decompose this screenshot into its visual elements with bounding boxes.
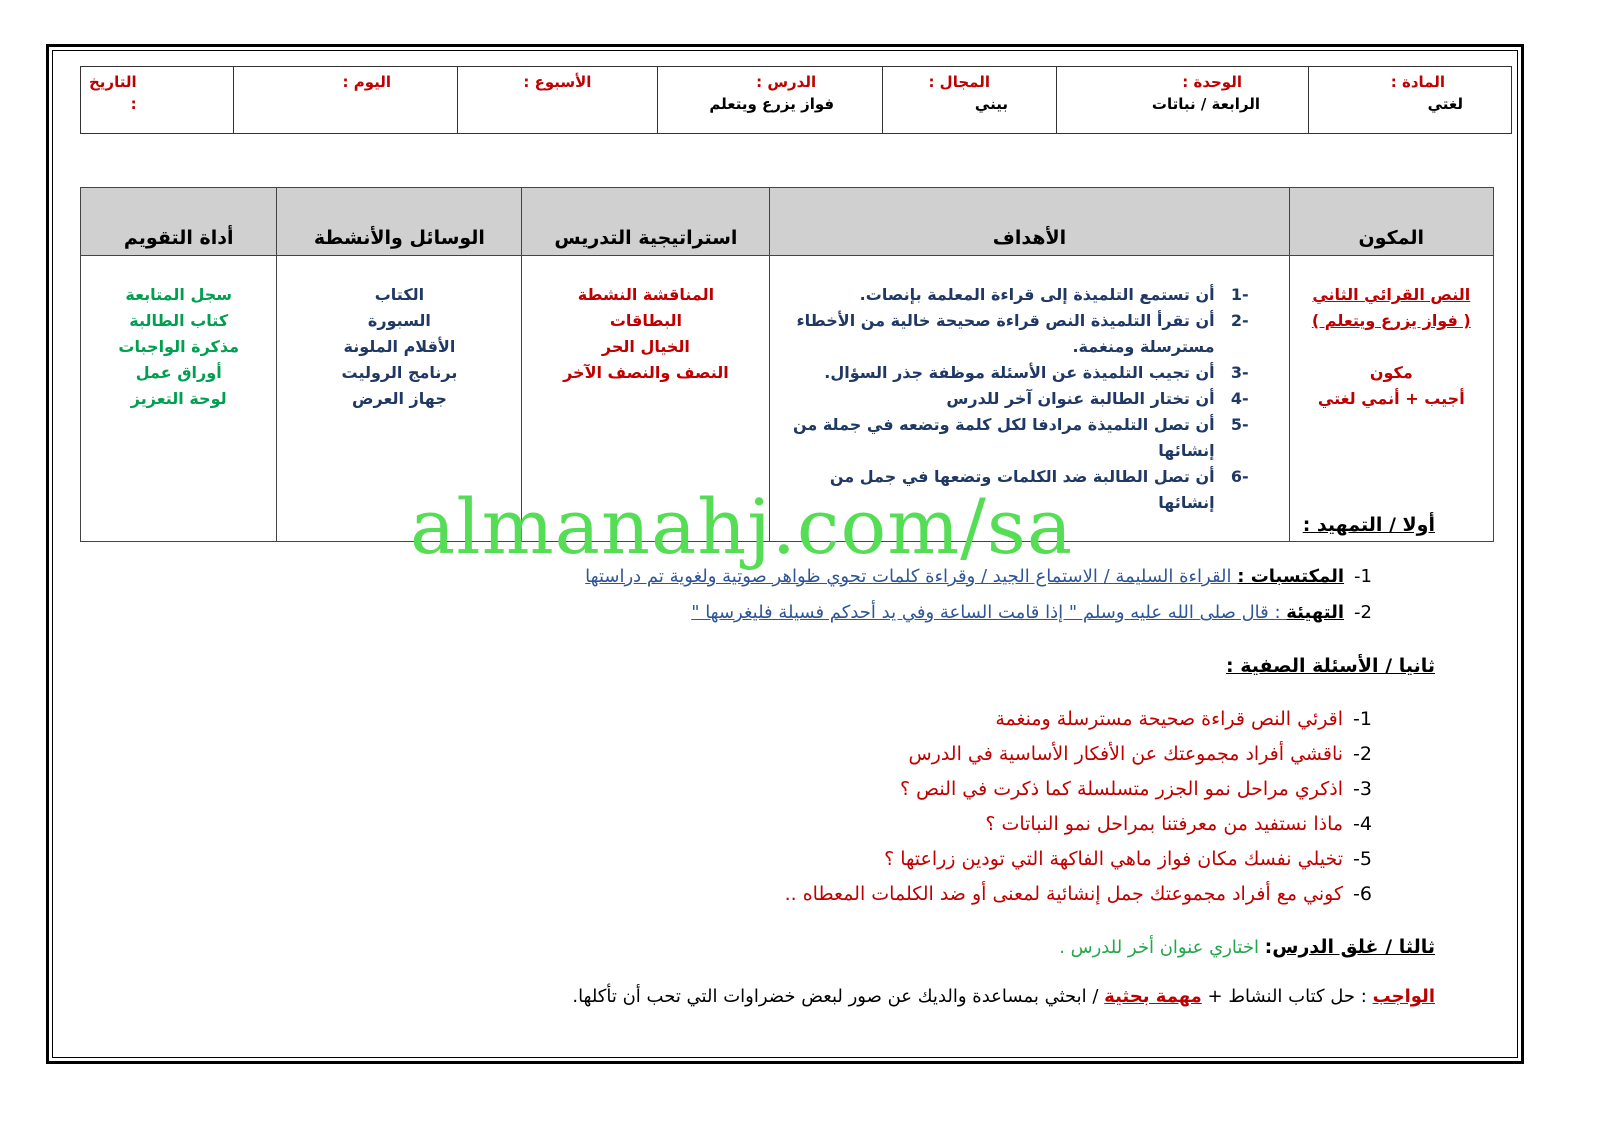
question-number: 5- (1353, 848, 1372, 870)
question-item (985, 813, 1372, 835)
header-component: المكون (1289, 188, 1493, 256)
goal-number: -5 (1230, 415, 1249, 434)
intro-number: 2- (1354, 602, 1372, 623)
question-text: اذكري مراحل نمو الجزر متسلسلة كما ذكرت في النص ؟ (900, 778, 1344, 800)
component-title: النص القرائي الثاني (1312, 285, 1471, 304)
goal-text: أن تختار الطالبة عنوان آخر للدرس (946, 389, 1215, 408)
day-cell (233, 67, 457, 134)
research-task-label: مهمة بحثية (1104, 986, 1202, 1007)
evaluation-item: أوراق عمل (135, 363, 222, 382)
goal-text: أن تصل التلميذة مرادفا لكل كلمة وتضعه في جملة من إنشائها (792, 415, 1215, 460)
strategy-item: النصف والنصف الآخر (563, 363, 729, 382)
lesson-cell (658, 67, 883, 134)
question-number: 2- (1353, 743, 1372, 765)
question-number: 3- (1353, 778, 1372, 800)
question-text: كوني مع أفراد مجموعتك جمل إنشائية لمعنى أو ضد الكلمات المعطاه .. (784, 883, 1344, 905)
closing-text: اختاري عنوان أخر للدرس . (1059, 937, 1265, 958)
intro-text: : قال صلى الله عليه وسلم " إذا قامت الساعة وفي يد أحدكم فسيلة فليغرسها " (691, 602, 1287, 623)
closing-line (1059, 936, 1435, 958)
question-text: اقرئي النص قراءة صحيحة مسترسلة ومنغمة (995, 708, 1344, 730)
closing-colon: : (1264, 936, 1273, 958)
goal-number: -4 (1230, 389, 1249, 408)
evaluation-item: سجل المتابعة (125, 285, 233, 304)
subject-value: لغتي (1427, 95, 1463, 113)
goal-number: -3 (1230, 363, 1249, 382)
goal-number: -6 (1230, 467, 1249, 486)
strategy-item: البطاقات (609, 311, 683, 330)
lesson-info-table (80, 66, 1512, 134)
lesson-value: فواز يزرع ويتعلم (709, 95, 835, 113)
header-evaluation: أداة التقويم (81, 188, 277, 256)
component-lesson: ( فواز يزرع ويتعلم ) (1311, 311, 1471, 330)
domain-cell (883, 67, 1057, 134)
tool-item: الأقلام الملونة (343, 337, 456, 356)
homework-task-text: / ابحثي بمساعدة والديك عن صور لبعض خضراوات التي تحب أن تأكلها. (572, 986, 1105, 1007)
evaluation-item: كتاب الطالبة (129, 311, 229, 330)
domain-value: بيني (974, 95, 1008, 113)
goal-number: -2 (1230, 311, 1249, 330)
goal-item (779, 386, 1248, 412)
tool-item: الكتاب (374, 285, 425, 304)
question-item (908, 743, 1372, 765)
goal-number: -1 (1230, 285, 1249, 304)
header-strategy: استراتيجية التدريس (522, 188, 770, 256)
homework-text: : حل كتاب النشاط + (1201, 986, 1373, 1007)
intro-item (691, 602, 1372, 623)
evaluation-cell (81, 256, 277, 542)
day-label: اليوم : (342, 73, 392, 91)
subject-cell (1308, 67, 1511, 134)
unit-label: الوحدة : (1182, 73, 1242, 91)
tool-item: جهاز العرض (351, 389, 447, 408)
question-item (995, 708, 1372, 730)
goal-text: أن تستمع التلميذة إلى قراءة المعلمة بإنصات. (859, 285, 1215, 304)
component-sub-label: مكون (1369, 363, 1413, 382)
questions-title: ثانيا / الأسئلة الصفية : (1226, 655, 1435, 677)
component-sub-value: أجيب + أنمي لغتي (1317, 389, 1465, 408)
lesson-label: الدرس : (756, 73, 817, 91)
domain-label: المجال : (928, 73, 990, 91)
watermark: almanahj.com/sa (410, 482, 1074, 571)
intro-key: التهيئة (1286, 602, 1345, 623)
goal-item (779, 308, 1248, 360)
goal-text: أن تقرأ التلميذة النص قراءة صحيحة خالية من الأخطاء مسترسلة ومنغمة. (796, 311, 1215, 356)
question-item (900, 778, 1372, 800)
header-goals: الأهداف (770, 188, 1289, 256)
goal-item (779, 282, 1248, 308)
intro-number: 1- (1354, 566, 1372, 587)
intro-key: المكتسبات : (1237, 566, 1345, 587)
question-text: ماذا نستفيد من معرفتنا بمراحل نمو النباتات ؟ (985, 813, 1344, 835)
homework-line (572, 986, 1435, 1007)
closing-title: ثالثا / غلق الدرس (1272, 936, 1435, 958)
tool-item: السبورة (367, 311, 431, 330)
question-text: ناقشي أفراد مجموعتك عن الأفكار الأساسية في الدرس (908, 743, 1344, 765)
goal-item (779, 360, 1248, 386)
unit-value: الرابعة / نباتات (1151, 95, 1260, 113)
date-cell (81, 67, 234, 134)
evaluation-item: لوحة التعزيز (130, 389, 227, 408)
strategy-item: الخيال الحر (601, 337, 690, 356)
goals-list (771, 282, 1248, 516)
unit-cell (1056, 67, 1308, 134)
intro-title: أولا / التمهيد : (1302, 514, 1435, 536)
header-tools: الوسائل والأنشطة (277, 188, 522, 256)
component-cell (1289, 256, 1493, 542)
question-number: 4- (1353, 813, 1372, 835)
question-number: 1- (1353, 708, 1372, 730)
homework-label: الواجب (1372, 986, 1435, 1007)
subject-label: المادة : (1390, 73, 1445, 91)
goal-text: أن تصل الطالبة ضد الكلمات وتضعها في جمل من إنشائها (829, 467, 1215, 512)
question-text: تخيلي نفسك مكان فواز ماهي الفاكهة التي تودين زراعتها ؟ (884, 848, 1344, 870)
week-cell (458, 67, 658, 134)
week-label: الأسبوع : (523, 73, 592, 91)
evaluation-item: مذكرة الواجبات (118, 337, 239, 356)
question-item (785, 883, 1372, 905)
question-item (884, 848, 1372, 870)
date-label: التاريخ : (88, 73, 137, 113)
question-number: 6- (1353, 883, 1372, 905)
goal-text: أن تجيب التلميذة عن الأسئلة موظفة جذر السؤال. (824, 363, 1215, 382)
strategy-item: المناقشة النشطة (577, 285, 715, 304)
tool-item: برنامج الروليت (341, 363, 458, 382)
intro-text: القراءة السليمة / الاستماع الجيد / وقراءة كلمات تحوي ظواهر صوتية ولغوية تم دراستها (585, 566, 1238, 587)
goal-item (779, 412, 1248, 464)
